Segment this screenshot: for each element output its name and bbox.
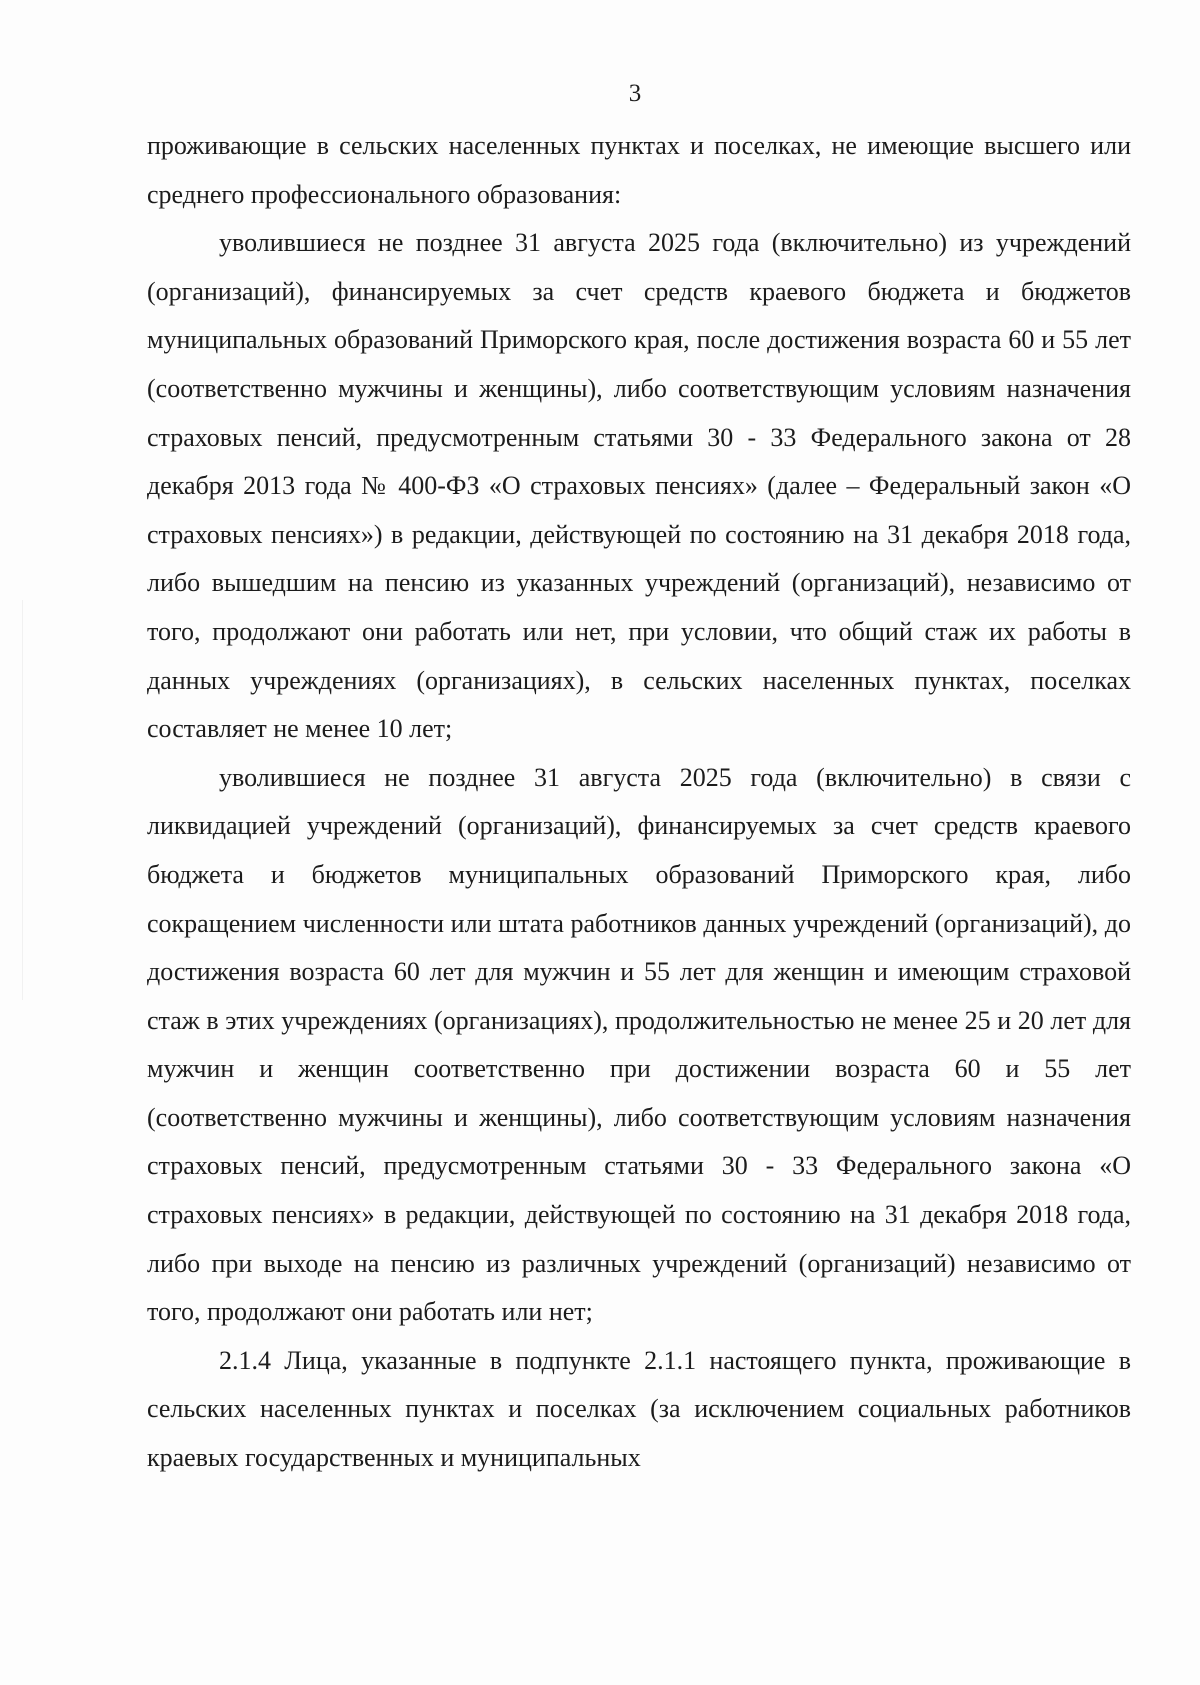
paragraph-2-1-4: 2.1.4 Лица, указанные в подпункте 2.1.1 настоящего пункта, проживающие в сельских населенных пунктах и поселках (за исключением социальных работников краевых государственных и муниципальных bbox=[147, 1345, 1131, 1473]
paragraph-liquidation: уволившиеся не позднее 31 августа 2025 года (включительно) в связи с ликвидацией учреждений (организаций), финансируемых за счет средств краевого бюджета и бюджетов муниципальных образований Приморского края, либо сокращением численности или штата работников данных учреждений (организаций), до достижения возраста 60 лет для мужчин и 55 лет для женщин и имеющим страховой стаж в этих учреждениях (организациях), продолжительностью не менее 25 и 20 лет для мужчин и женщин соответственно при достижении возраста 60 и 55 лет (соответственно мужчины и женщины), либо соответствующим условиям назначения страховых пенсий, предусмотренным статьями 30 - 33 Федерального закона «О страховых пенсиях» в редакции, действующей по состоянию на 31 декабря 2018 года, либо при выходе на пенсию из различных учреждений (организаций) независимо от того, продолжают они работать или нет; bbox=[147, 762, 1131, 1327]
document-body bbox=[147, 122, 1131, 1483]
paragraph-continuation: проживающие в сельских населенных пунктах и поселках, не имеющие высшего или среднего профессионального образования: bbox=[147, 131, 1131, 209]
page-number: 3 bbox=[628, 80, 642, 107]
scan-margin-line bbox=[22, 600, 23, 1000]
paragraph-retired-rural: уволившиеся не позднее 31 августа 2025 года (включительно) из учреждений (организаций), финансируемых за счет средств краевого бюджета и бюджетов муниципальных образований Приморского края, после достижения возраста 60 и 55 лет (соответственно мужчины и женщины), либо соответствующим условиям назначения страховых пенсий, предусмотренным статьями 30 - 33 Федерального закона от 28 декабря 2013 года № 400-ФЗ «О страховых пенсиях» (далее – Федеральный закон «О страховых пенсиях») в редакции, действующей по состоянию на 31 декабря 2018 года, либо вышедшим на пенсию из указанных учреждений (организаций), независимо от того, продолжают они работать или нет, при условии, что общий стаж их работы в данных учреждениях (организациях), в сельских населенных пунктах, поселках составляет не менее 10 лет; bbox=[147, 228, 1131, 744]
